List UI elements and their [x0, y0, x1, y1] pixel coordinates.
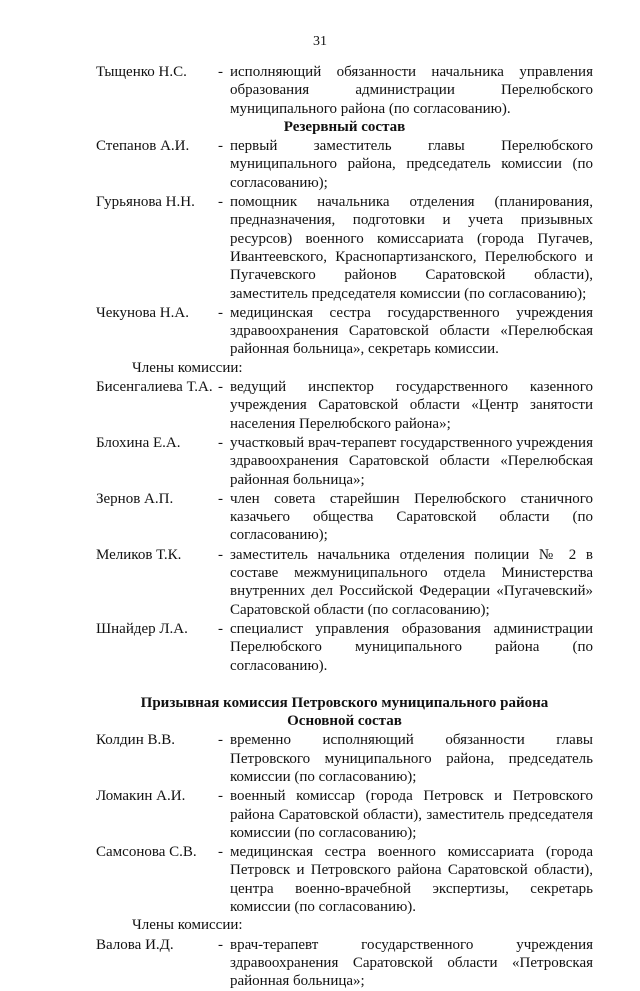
person-entry	[96, 936, 593, 991]
person-position: специалист управления образования администрации Перелюбского муниципального района (по согласованию).	[230, 620, 593, 674]
entry-dash: -	[218, 194, 223, 211]
person-position: медицинская сестра государственного учреждения здравоохранения Саратовской области «Перелюбская районная больница», секретарь комиссии.	[230, 304, 593, 358]
entry-dash: -	[218, 844, 223, 861]
section	[96, 118, 593, 359]
person-name: Валова И.Д.	[96, 936, 174, 953]
entry-dash: -	[218, 546, 223, 563]
members-label: Члены комиссии:	[132, 917, 243, 934]
person-name: Гурьянова Н.Н.	[96, 194, 195, 211]
section	[96, 63, 593, 118]
entry-dash: -	[218, 788, 223, 805]
person-position: временно исполняющий обязанности главы Петровского муниципального района, председатель комиссии (по согласованию);	[230, 732, 593, 785]
section-heading: Призывная комиссия Петровского муниципального района	[140, 694, 549, 711]
entry-dash: -	[218, 304, 223, 321]
person-position: первый заместитель главы Перелюбского муниципального района, председатель комиссии (по согласованию);	[230, 138, 593, 191]
person-name: Меликов Т.К.	[96, 546, 182, 563]
person-position: исполняющий обязанности начальника управления образования администрации Перелюбского муниципального района (по согласованию).	[230, 64, 593, 117]
person-entry	[96, 843, 593, 916]
person-position: военный комиссар (города Петровск и Петровского района Саратовской области), заместитель председателя комиссии (по согласованию);	[230, 788, 593, 841]
entry-dash: -	[218, 620, 223, 637]
entry-dash: -	[218, 138, 223, 155]
person-name: Колдин В.В.	[96, 732, 175, 749]
person-name: Блохина Е.А.	[96, 434, 181, 451]
person-entry	[96, 434, 593, 489]
person-entry	[96, 304, 593, 359]
section	[96, 694, 593, 917]
person-entry	[96, 787, 593, 842]
person-entry	[96, 137, 593, 192]
person-name: Самсонова С.В.	[96, 844, 197, 861]
person-name: Шнайдер Л.А.	[96, 620, 188, 637]
person-position: ведущий инспектор государственного казенного учреждения Саратовской области «Центр занятости населения Перелюбского района»;	[230, 379, 593, 432]
page-number: 31	[313, 34, 327, 49]
person-position: член совета старейшин Перелюбского станичного казачьего общества Саратовской области (по согласованию);	[230, 490, 593, 544]
person-entry	[96, 378, 593, 433]
person-name: Степанов А.И.	[96, 138, 190, 155]
entry-dash: -	[218, 490, 223, 507]
entry-dash: -	[218, 379, 223, 396]
entry-dash: -	[218, 64, 223, 80]
members-label: Члены комиссии:	[132, 359, 243, 376]
person-position: заместитель начальника отделения полиции № 2 в составе межмуниципального отдела Министерства внутренних дел Российской Федерации «Пугачевский» Саратовской области (по согласованию);	[230, 546, 593, 618]
section	[96, 359, 593, 675]
person-entry	[96, 490, 593, 545]
person-name: Ломакин А.И.	[96, 788, 186, 805]
entry-dash: -	[218, 732, 223, 749]
section-heading: Резервный состав	[283, 118, 406, 135]
document-body	[96, 62, 593, 991]
person-entry	[96, 63, 593, 118]
person-name: Бисенгалиева Т.А.	[96, 379, 213, 396]
person-position: помощник начальника отделения (планирования, предназначения, подготовки и учета призывных ресурсов) военного комиссариата (города Пугачев, Ивантеевского, Краснопартизанского, Перелюбского и Пугачевского районов Саратовской области), заместитель председателя комиссии (по согласованию);	[230, 194, 593, 302]
person-position: медицинская сестра военного комиссариата (города Петровск и Петровского района Саратовской области), центра военно-врачебной экспертизы, секретарь комиссии (по согласованию).	[230, 844, 593, 916]
person-entry	[96, 193, 593, 303]
person-position: врач-терапевт государственного учреждения здравоохранения Саратовской области «Петровская районная больница»;	[230, 936, 593, 990]
person-entry	[96, 620, 593, 675]
person-name: Зернов А.П.	[96, 490, 174, 507]
person-position: участковый врач-терапевт государственного учреждения здравоохранения Саратовской области «Перелюбская районная больница»;	[230, 434, 593, 488]
entry-dash: -	[218, 434, 223, 451]
person-entry	[96, 731, 593, 786]
person-name: Тыщенко Н.С.	[96, 64, 187, 80]
entry-dash: -	[218, 936, 223, 953]
section-subheading: Основной состав	[287, 713, 402, 730]
person-name: Чекунова Н.А.	[96, 304, 189, 321]
section	[96, 916, 593, 990]
person-entry	[96, 546, 593, 619]
